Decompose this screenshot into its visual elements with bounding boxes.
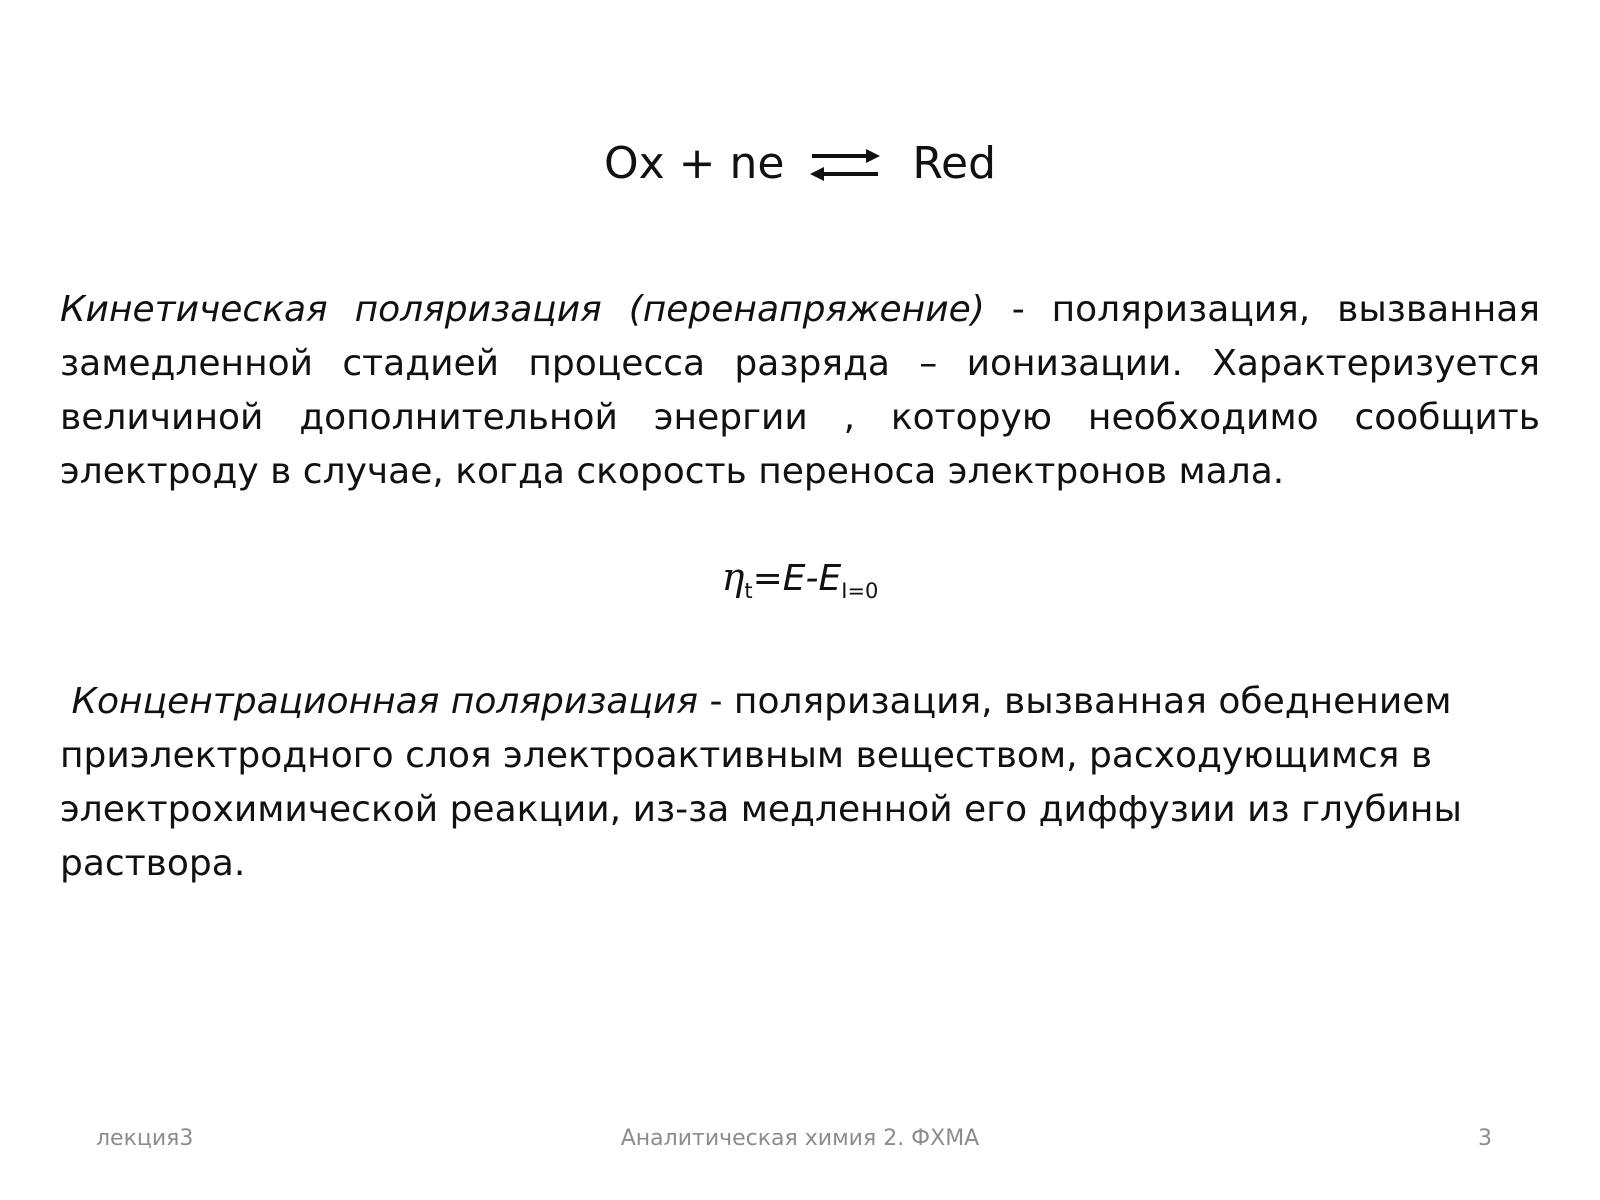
overpotential-formula	[0, 555, 1600, 603]
footer-lecture: лекция3	[96, 1126, 194, 1151]
equilibrium-arrows-icon	[806, 142, 884, 186]
concentration-polarization-term: Концентрационная поляризация	[71, 681, 699, 722]
formula-body-sub: I=0	[841, 579, 879, 603]
formula-body: =E-E	[752, 558, 842, 599]
formula-symbol-sub: t	[744, 579, 753, 603]
redox-equation	[0, 138, 1600, 189]
kinetic-polarization-definition: - поляризация, вызванная замедленной стадией процесса разряда – ионизации. Характеризуется величиной дополнительной энергии , которую необходимо сообщить электроду в случае, когда скорость переноса электронов мала.	[60, 289, 1540, 492]
kinetic-polarization-term: Кинетическая поляризация (перенапряжение)	[60, 289, 985, 330]
kinetic-polarization-paragraph	[60, 283, 1540, 499]
reaction-left: Ox + ne	[603, 138, 785, 189]
formula-symbol: η	[721, 555, 745, 599]
reaction-right: Red	[912, 138, 997, 189]
concentration-polarization-paragraph	[60, 675, 1540, 891]
footer-page-number: 3	[1478, 1126, 1492, 1151]
concentration-polarization-definition: - поляризация, вызванная обеднением приэлектродного слоя электроактивным веществом, расходующимся в электрохимической реакции, из-за медленной его диффузии из глубины раствора.	[60, 681, 1462, 884]
footer-course-title: Аналитическая химия 2. ФХМА	[620, 1126, 980, 1151]
